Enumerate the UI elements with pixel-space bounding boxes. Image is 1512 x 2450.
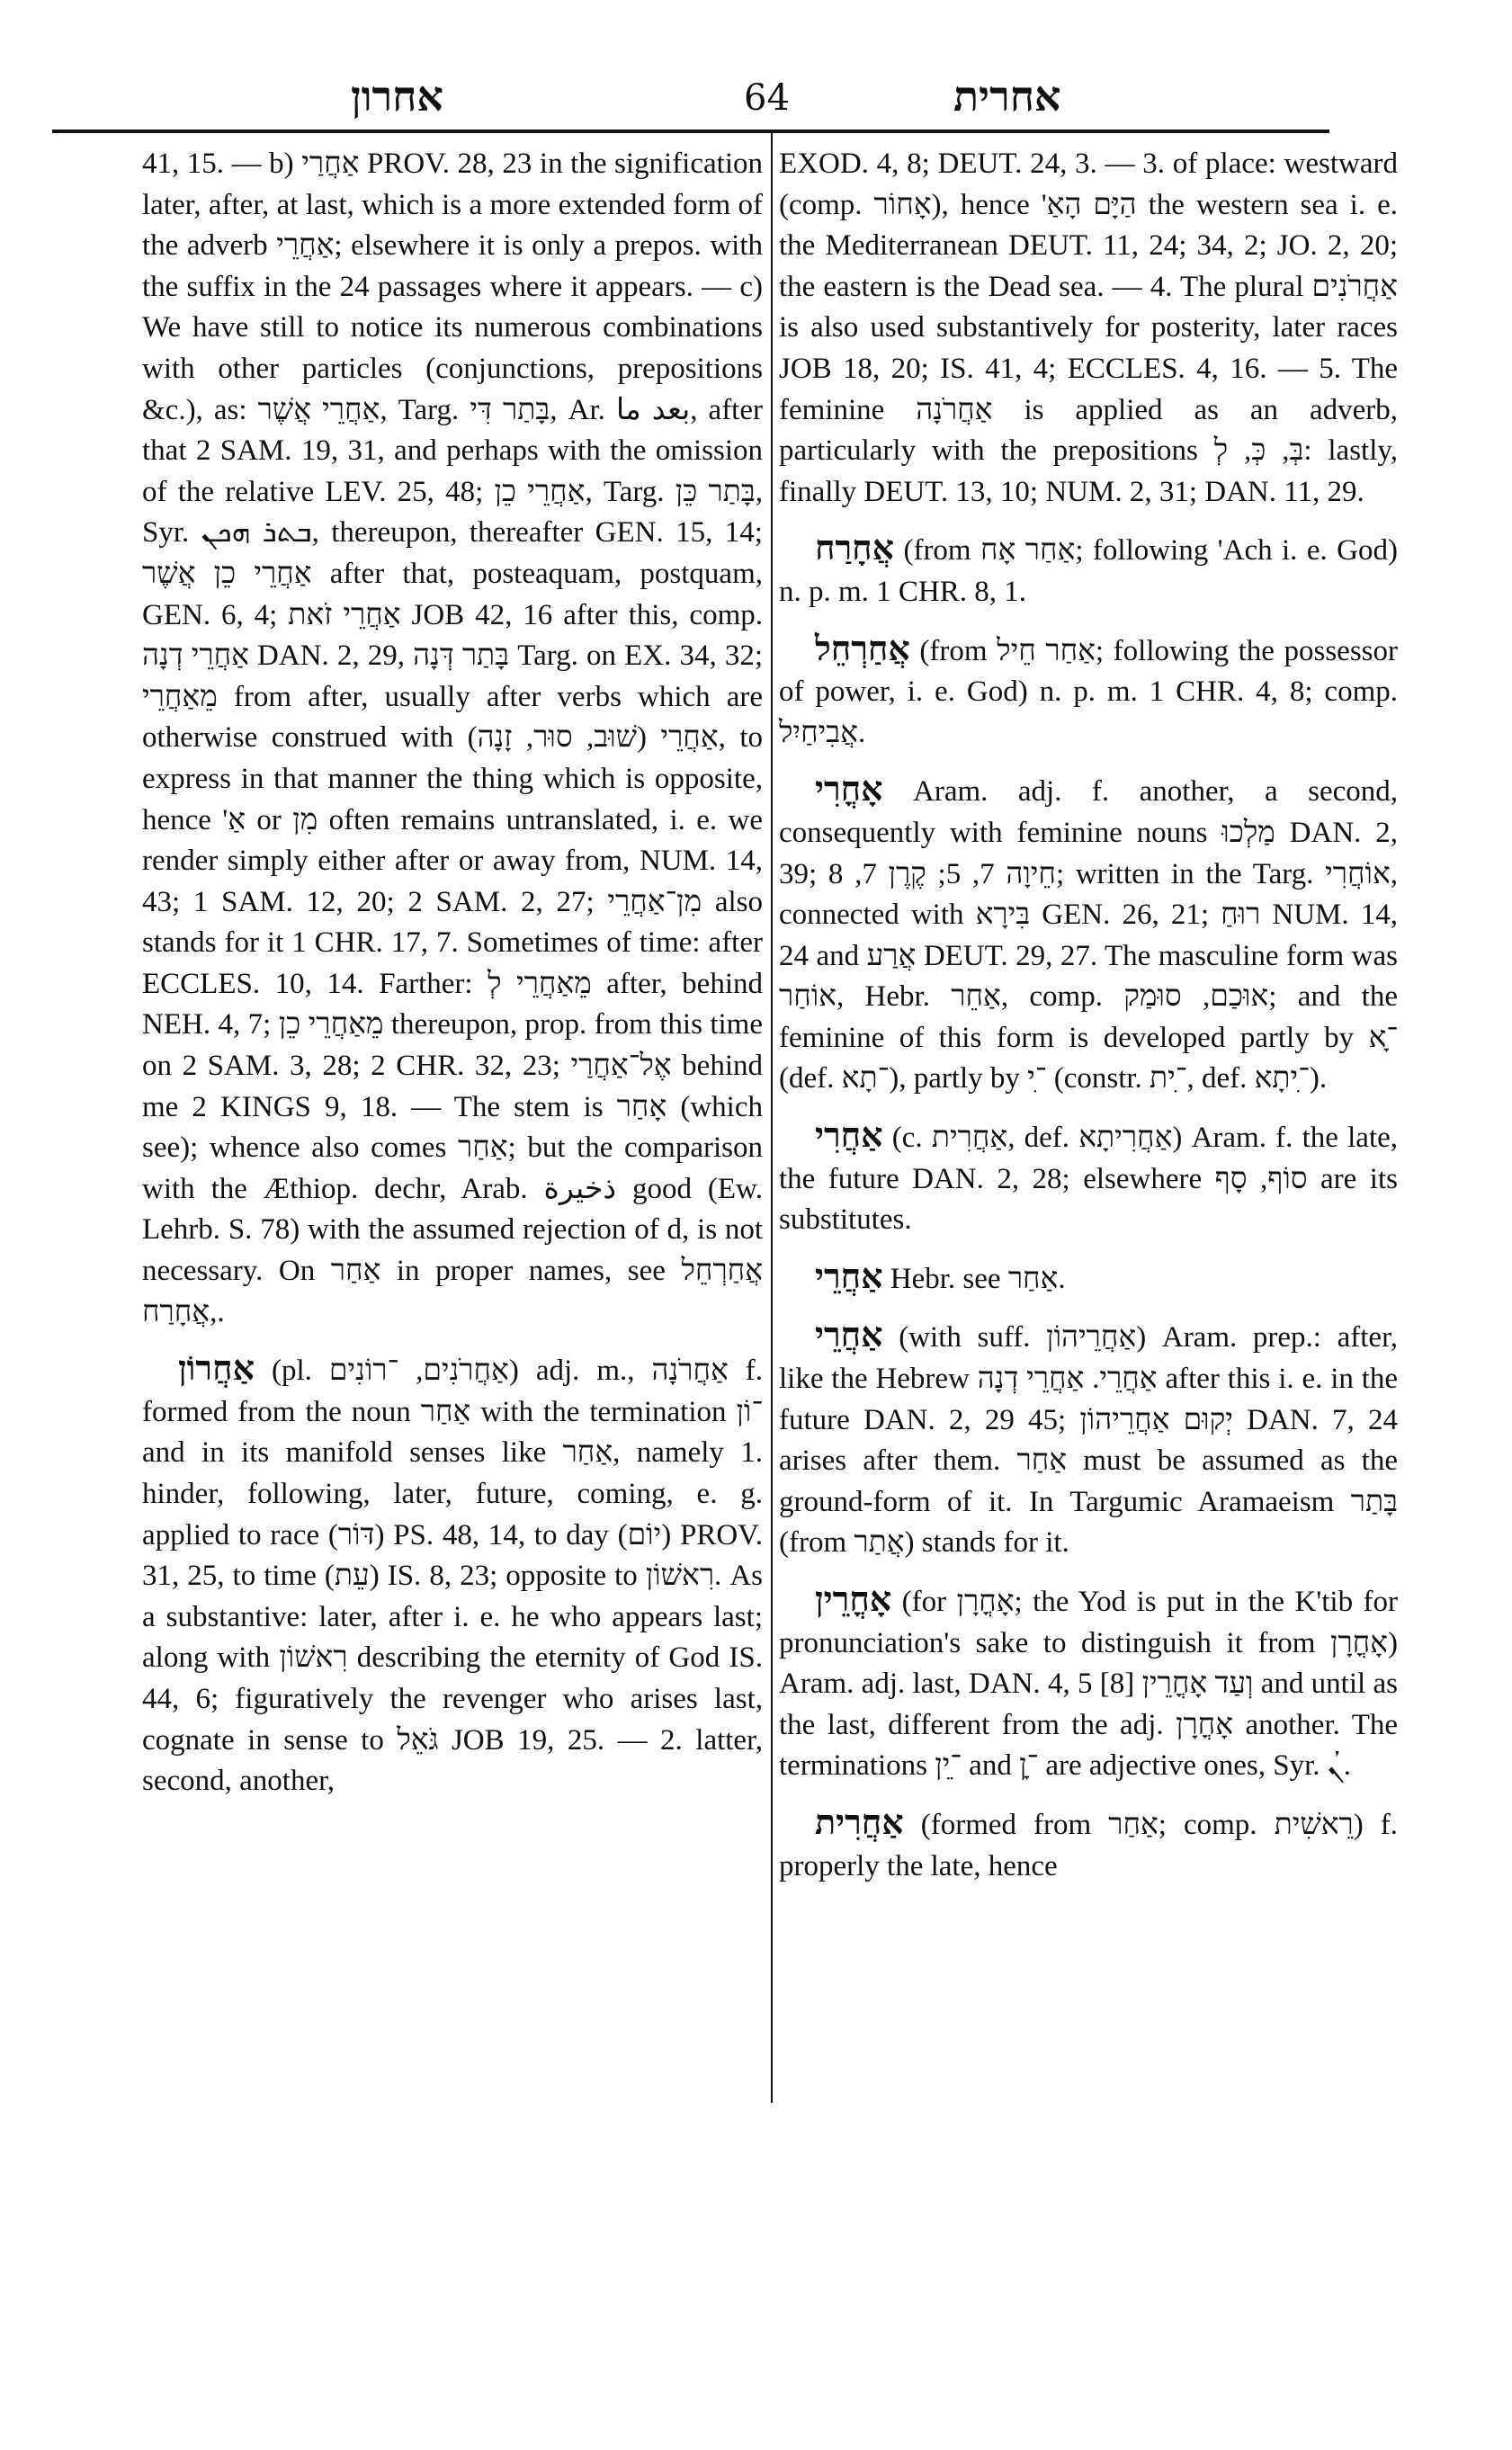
dictionary-entry xyxy=(779,768,1398,1100)
entry-text: (c. אַחֲרִית, def. אַחֲרִיתָא) Aram. f. the late, the future DAN. 2, 28; elsewhere סוֹף, סָף are its substitutes. xyxy=(779,1122,1399,1237)
entry-text: (for אָחֳרָן; the Yod is put in the K'tib for pronunciation's sake to distinguish it from אָחֳרָן) Aram. adj. last, DAN. 4, 5 [8] וְעַד אָחֳרֵין and until as the last, different from the adj. אָחֳרָן another. The terminations ־ֵין and ־ָן are adjective ones, Syr. ܳܢ. xyxy=(779,1586,1399,1783)
header-rule xyxy=(52,130,1329,133)
entry-text: EXOD. 4, 8; DEUT. 24, 3. — 3. of place: westward (comp. אָחוֹר), hence 'הַיָּם הָאַ the western sea i. e. the Mediterranean DEUT. 11, 24; 34, 2; JO. 2, 20; the eastern is the Dead sea. — 4. The plural אַחֲרֹנִים is also used substantively for posterity, later races JOB 18, 20; IS. 41, 4; ECCLES. 4, 16. — 5. The feminine אַחֲרֹנָה is applied as an adverb, particularly with the prepositions בְּ, כְּ, לְ: lastly, finally DEUT. 13, 10; NUM. 2, 31; DAN. 11, 29. xyxy=(779,148,1398,508)
entry-text: (from אַחַר אָח; following 'Ach i. e. God) n. p. m. 1 CHR. 8, 1. xyxy=(779,534,1398,608)
dictionary-entry xyxy=(779,527,1398,612)
entry-headword: אָחֳרִי xyxy=(815,768,883,809)
entry-text: (formed from אַחַר; comp. רֵאשִׁית) f. properly the late, hence xyxy=(779,1808,1398,1882)
entry-continuation xyxy=(779,144,1398,513)
entry-text: 41, 15. — b) אַחֲרַי PROV. 28, 23 in the signification later, after, at last, which is a more extended form of the adverb אַחֲרֵי; elsewhere it is only a prepos. with the suffix in the 24 passages where it appears. — c) We have still to notice its numerous combinations with other particles (conjunctions, prepositions &c.), as: אַחֲרֵי אֲשֶׁר, Targ. בָּתַר דִּי, Ar. بعد ما, after that 2 SAM. 19, 31, and perhaps with the omission of the relative LEV. 25, 48; אַחֲרֵי כֵן, Targ. בָּתַר כֵּן, Syr. ܒܬܪ ܗܟܢ, thereupon, thereafter GEN. 15, 14; אַחֲרֵי כֵן אֲשֶׁר after that, posteaquam, postquam, GEN. 6, 4; אַחֲרֵי זֹאת JOB 42, 16 after this, comp. אַחֲרֵי דְנָה DAN. 2, 29, בָּתַר דְּנָה Targ. on EX. 34, 32; מֵאַחֲרֵי from after, usually after verbs which are otherwise construed with אַחֲרֵי (שׁוּב, סוּר, זָנָה), to express in that manner the thing which is opposite, hence 'אַ or מִן often remains untranslated, i. e. we render simply either after or away from, NUM. 14, 43; 1 SAM. 12, 20; 2 SAM. 2, 27; מִן־אַחֲרֵי also stands for it 1 CHR. 17, 7. Sometimes of time: after ECCLES. 10, 14. Farther: מֵאַחֲרֵי לְ after, behind NEH. 4, 7; מֵאַחֲרֵי כֵן thereupon, prop. from this time on 2 SAM. 3, 28; 2 CHR. 32, 23; אֶל־אַחֲרַי behind me 2 KINGS 9, 18. — The stem is אָחַר (which see); whence also comes אַחַר; but the comparison with the Æthiop. dechr, Arab. ذخيرة good (Ew. Lehrb. S. 78) with the assumed rejection of d, is not necessary. On אַחַר in proper names, see אֲחַרְחֵל ,אֲחָרַח. xyxy=(142,148,764,1328)
entry-text: Hebr. see אַחַר. xyxy=(890,1262,1066,1295)
entry-text: (from אַחַר חֵיל; following the possessor of power, i. e. God) n. p. m. 1 CHR. 4, 8; comp. אֲבִיחַיִל. xyxy=(779,634,1398,749)
dictionary-entry xyxy=(779,1802,1398,1887)
entry-headword: אַחֲרִית xyxy=(815,1801,904,1842)
header-guide-word-left: אחרון xyxy=(351,72,443,121)
entry-continuation xyxy=(142,144,763,1333)
left-column xyxy=(142,144,763,1802)
entry-headword: אַחֲרֵי xyxy=(815,1314,883,1355)
entry-headword: אַחֲרֵי xyxy=(815,1255,883,1296)
page-number: 64 xyxy=(744,77,790,119)
running-header xyxy=(0,72,1512,135)
entry-text: (with suff. אַחֲרֵיהוֹן) Aram. prep.: after, like the Hebrew אַחֲרֵי. אַחֲרֵי דְנָה after this i. e. in the future DAN. 2, 29 45; יְקוּם אַחֲרֵיהוֹן DAN. 7, 24 arises after them. אַחַר must be assumed as the ground-form of it. In Targumic Aramaeism בָּתַר (from אֲתַר) stands for it. xyxy=(779,1321,1399,1560)
entry-headword: אָחֳרֵין xyxy=(815,1578,892,1619)
entry-text: Aram. adj. f. another, a second, consequently with feminine nouns מַלְכוּ DAN. 2, 39; חֵיוָה 7, 5; קֶרֶן 7, 8; written in the Targ. אוֹחֲרִי, connected with בִּירָא GEN. 26, 21; רוּחַ NUM. 14, 24 and אֲרַע DEUT. 29, 27. The masculine form was אוֹחַר, Hebr. אַחֵר, comp. אוּכַם, סוּמַק; and the feminine of this form is developed partly by ־ָא (def. ־תָא), partly by ־ִי (constr. ־ִית, def. ־ִיתָא). xyxy=(779,775,1399,1095)
entry-headword: אַחֲרוֹן xyxy=(178,1347,255,1389)
dictionary-entry xyxy=(779,1578,1398,1787)
dictionary-entry xyxy=(142,1347,763,1802)
entry-headword: אֲחָרַח xyxy=(815,527,895,568)
dictionary-entry xyxy=(779,1256,1398,1301)
right-column xyxy=(779,144,1398,1887)
entry-headword: אַחֲרִי xyxy=(815,1114,883,1156)
dictionary-entry xyxy=(779,1114,1398,1241)
dictionary-entry xyxy=(779,628,1398,755)
entry-text: (pl. אַחֲרֹנִים, ־רוֹנִים) adj. m., אַחֲרֹנָה f. formed from the noun אַחַר with the termination ־וֹן and in its manifold senses like אַחַר, namely 1. hinder, following, later, future, coming, e. g. applied to race (דּוֹר) PS. 48, 14, to day (יוֹם) PROV. 31, 25, to time (עֵת) IS. 8, 23; opposite to רִאשׁוֹן. As a substantive: later, after i. e. he who appears last; along with רִאשׁוֹן describing the eternity of God IS. 44, 6; figuratively the revenger who arises last, cognate in sense to גֹּאֵל JOB 19, 25. — 2. latter, second, another, xyxy=(142,1355,764,1798)
entry-headword: אֲחַרְחֵל xyxy=(815,627,910,668)
dictionary-entry xyxy=(779,1314,1398,1564)
column-divider xyxy=(771,133,773,2103)
header-guide-word-right: אחרית xyxy=(953,72,1061,121)
